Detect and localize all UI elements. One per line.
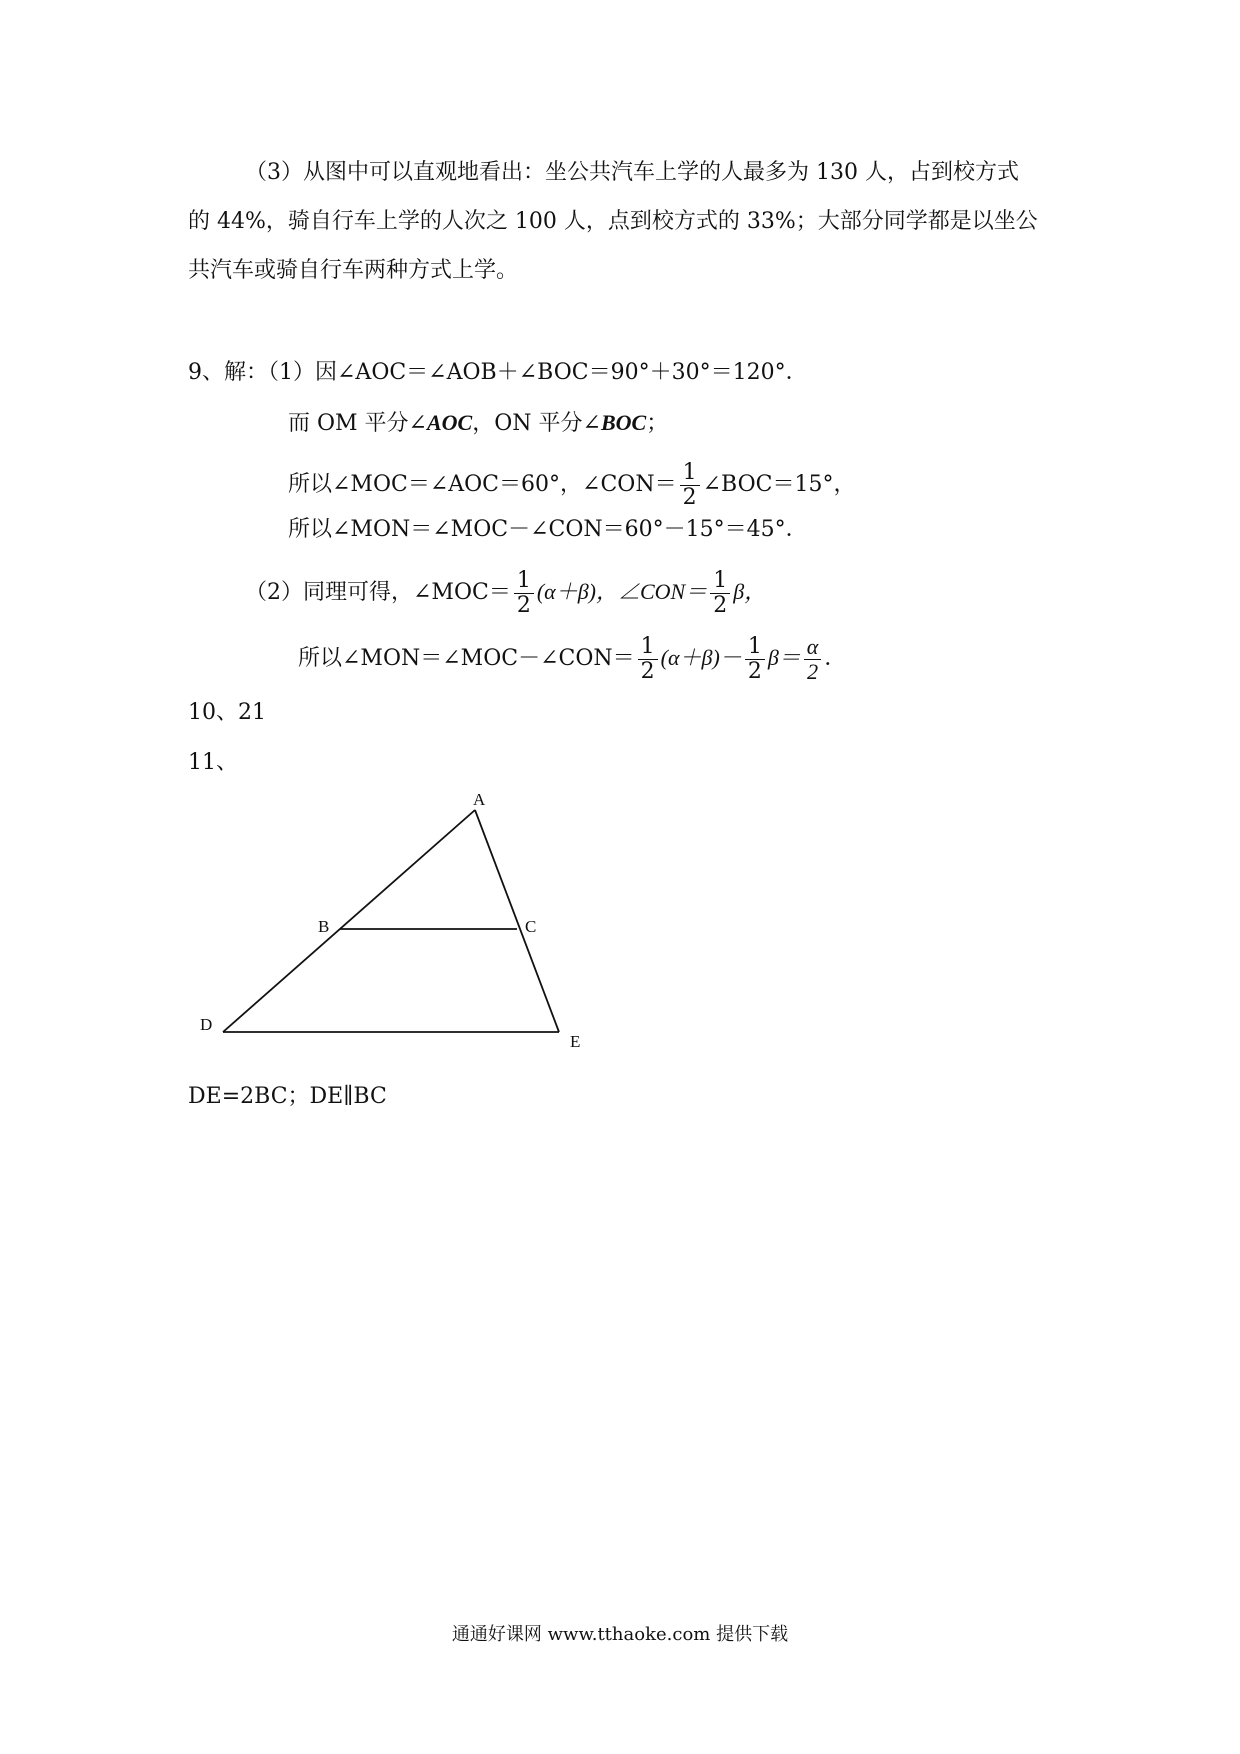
- fraction-denominator: 2: [807, 658, 819, 684]
- fraction-denominator: 2: [516, 592, 531, 618]
- q9-line4: 所以∠MON＝∠MOC－∠CON＝60°－15°＝45°．: [288, 517, 808, 542]
- q11-label: 11、: [188, 750, 238, 775]
- fraction-numerator: α: [804, 635, 822, 660]
- fraction-numerator: 1: [710, 569, 730, 594]
- para3-line2: 的 44%，骑自行车上学的人次之 100 人，点到校方式的 33%；大部分同学都是以坐公: [188, 209, 1038, 234]
- q9-line3-b: ∠BOC＝15°，: [702, 472, 856, 497]
- fraction-half: [710, 569, 730, 618]
- q9-line5-c: β，: [733, 579, 767, 604]
- para3-line1: （3）从图中可以直观地看出：坐公共汽车上学的人最多为 130 人，占到校方式: [245, 160, 1019, 185]
- triangle-figure: [185, 785, 605, 1065]
- fraction-denominator: 2: [747, 658, 762, 684]
- fraction-half: [680, 461, 700, 510]
- q9-line5: [245, 562, 766, 623]
- angle-boc: BOC: [600, 410, 647, 435]
- q9-line2-c: ，ON 平分∠: [472, 411, 601, 436]
- point-label-b: B: [318, 917, 330, 936]
- point-label-d: D: [200, 1015, 213, 1034]
- q9-line6-b: (α＋β)－: [660, 645, 742, 670]
- q11-answer: DE=2BC；DE∥BC: [188, 1084, 387, 1109]
- fraction-alpha-half: [804, 635, 822, 684]
- q9-line5-a: （2）同理可得，∠MOC＝: [245, 580, 511, 605]
- fraction-half: [514, 569, 534, 618]
- point-label-a: A: [473, 790, 486, 809]
- segment-ae: [475, 810, 559, 1032]
- fraction-numerator: 1: [514, 569, 534, 594]
- fraction-denominator: 2: [640, 658, 655, 684]
- q9-line2: [288, 408, 668, 439]
- q9-line3-a: 所以∠MOC＝∠AOC＝60°，∠CON＝: [288, 472, 677, 497]
- segment-ad: [223, 810, 475, 1032]
- footer-credit: 通通好课网 www.tthaoke.com 提供下载: [451, 1624, 789, 1645]
- q9-line6-d: ．: [824, 646, 847, 671]
- point-label-c: C: [525, 917, 537, 936]
- q9-line2-a: 而 OM 平分∠: [288, 411, 427, 436]
- fraction-denominator: 2: [682, 484, 697, 510]
- q9-line6-a: 所以∠MON＝∠MOC－∠CON＝: [298, 646, 635, 671]
- q9-line6: [298, 628, 846, 689]
- fraction-half: [745, 635, 765, 684]
- fraction-denominator: 2: [713, 592, 728, 618]
- fraction-half: [638, 635, 658, 684]
- point-label-e: E: [570, 1032, 581, 1051]
- fraction-numerator: 1: [745, 635, 765, 660]
- para3-line3: 共汽车或骑自行车两种方式上学。: [188, 258, 519, 283]
- q9-line2-e: ；: [646, 411, 669, 436]
- q9-line1: 9、解：（1）因∠AOC＝∠AOB＋∠BOC＝90°＋30°＝120°．: [188, 360, 808, 385]
- q9-line6-c: β＝: [767, 645, 801, 670]
- fraction-numerator: 1: [680, 461, 700, 486]
- angle-aoc: AOC: [426, 410, 473, 435]
- q10-answer: 10、21: [188, 700, 266, 725]
- fraction-numerator: 1: [638, 635, 658, 660]
- q9-line5-b: (α＋β)，∠CON＝: [536, 579, 708, 604]
- q9-line3: [288, 455, 855, 515]
